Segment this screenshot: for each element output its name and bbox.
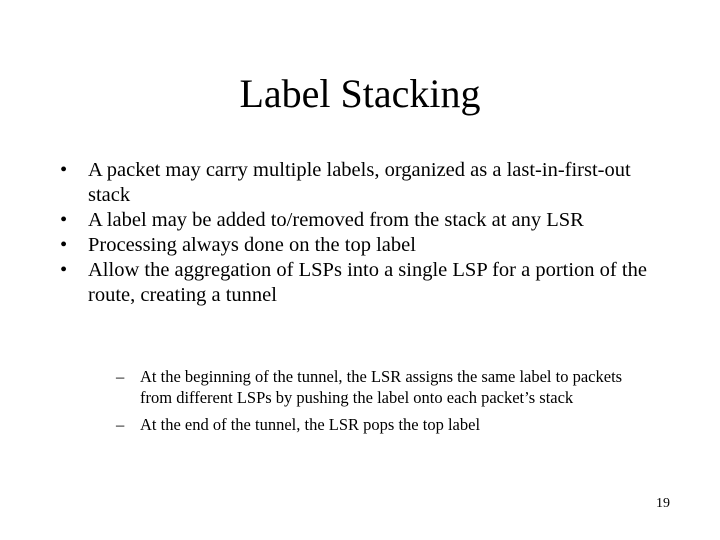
bullet-item	[58, 233, 658, 258]
sub-bullet-item	[118, 366, 658, 408]
bullet-text: A label may be added to/removed from the stack at any LSR	[88, 209, 584, 231]
bullet-marker: •	[60, 159, 68, 181]
sub-bullet-text: At the end of the tunnel, the LSR pops the top label	[140, 415, 481, 434]
sub-bullet-marker: –	[116, 415, 125, 434]
bullet-list	[58, 158, 658, 308]
slide-title: Label Stacking	[239, 71, 481, 116]
page-number: 19	[656, 496, 670, 511]
bullet-marker: •	[60, 234, 68, 256]
bullet-marker: •	[60, 259, 68, 281]
bullet-item	[58, 158, 658, 208]
sub-bullet-item	[118, 414, 658, 435]
bullet-text: Allow the aggregation of LSPs into a single LSP for a portion of the route, creating a tunnel	[88, 259, 647, 306]
bullet-item	[58, 208, 658, 233]
bullet-text: A packet may carry multiple labels, organized as a last-in-first-out stack	[88, 159, 631, 206]
bullet-text: Processing always done on the top label	[88, 234, 416, 256]
bullet-marker: •	[60, 209, 68, 231]
sub-bullet-marker: –	[116, 367, 125, 386]
sub-bullet-list	[118, 366, 658, 441]
sub-bullet-text: At the beginning of the tunnel, the LSR assigns the same label to packets from different LSPs by pushing the label onto each packet’s stack	[140, 367, 623, 407]
bullet-item	[58, 258, 658, 308]
